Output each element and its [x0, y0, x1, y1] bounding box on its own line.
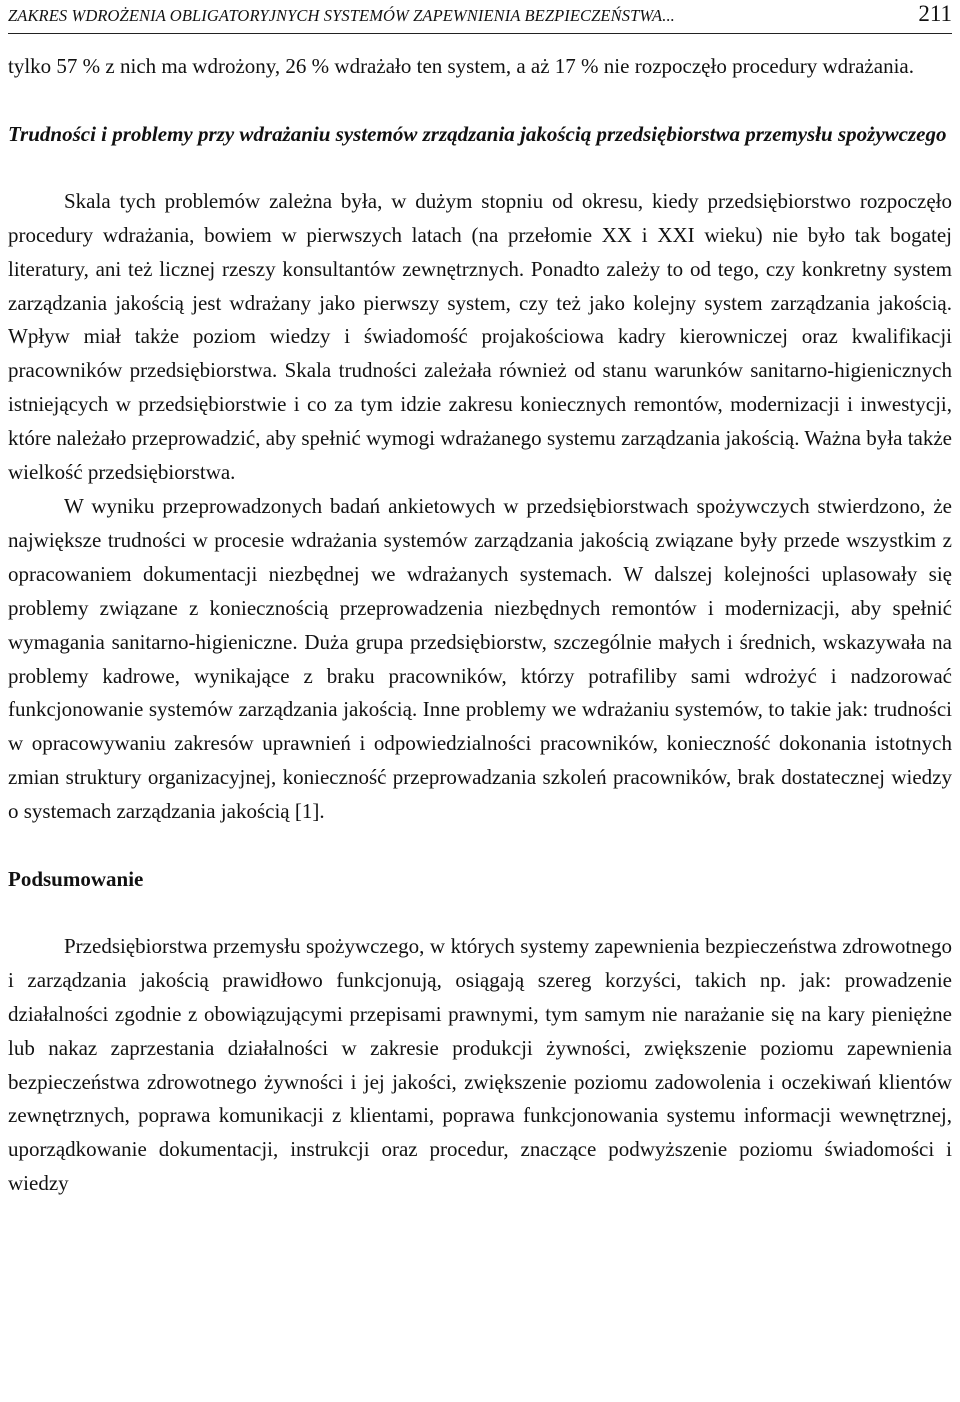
running-header-title: ZAKRES WDROŻENIA OBLIGATORYJNYCH SYSTEMÓW ZAPEWNIENIA BEZPIECZEŃSTWA... [8, 6, 675, 25]
section-title-difficulties: Trudności i problemy przy wdrażaniu systemów zrządzania jakością przedsiębiorstwa przemysłu spożywczego [8, 121, 947, 146]
paragraph-difficulties-2: W wyniku przeprowadzonych badań ankietowych w przedsiębiorstwach spożywczych stwierdzono, że największe trudności w procesie wdrażania systemów zarządzania jakością związane były przede wszystkim z opracowaniem dokumentacji niezbędnej we wdrażanych systemach. W dalszej kolejności uplasowały się problemy związane z koniecznością przeprowadzenia niezbędnych remontów i modernizacji, aby spełnić wymagania sanitarno-higieniczne. Duża grupa przedsiębiorstw, szczególnie małych i średnich, wskazywała na problemy kadrowe, wynikające z braku pracowników, którzy potrafiliby sami wdrożyć i nadzorować funkcjonowanie systemów zarządzania jakością. Inne problemy we wdrażaniu systemów, to takie jak: trudności w opracowywaniu zakresów uprawnień i odpowiedzialności pracowników, konieczność dokonania istotnych zmian struktury organizacyjnej, konieczność przeprowadzania szkoleń pracowników, brak dostatecznej wiedzy o systemach zarządzania jakością [1]. [8, 493, 952, 824]
body-text [8, 50, 952, 1201]
page-number: 211 [918, 1, 952, 26]
section-title-summary: Podsumowanie [8, 867, 144, 892]
paragraph-difficulties-1: Skala tych problemów zależna była, w dużym stopniu od okresu, kiedy przedsiębiorstwo rozpoczęło procedury wdrażania, bowiem w pierwszych latach (na przełomie XX i XXI wieku) nie było tak bogatej literatury, ani też licznej rzeszy konsultantów zewnętrznych. Ponadto zależy to od tego, czy konkretny system zarządzania jakością jest wdrażany jako pierwszy system, czy też jako kolejny system zarządzania jakością. Wpływ miał także poziom wiedzy i świadomość projakościowa kadry kierowniczej oraz kwalifikacji pracowników przedsiębiorstwa. Skala trudności zależała również od stanu warunków sanitarno-higienicznych istniejących w przedsiębiorstwie i co za tym idzie zakresu koniecznych remontów, modernizacji i inwestycji, które należało przeprowadzić, aby spełnić wymogi wdrażanego systemu zarządzania jakością. Ważna była także wielkość przedsiębiorstwa. [8, 188, 952, 485]
intro-paragraph: tylko 57 % z nich ma wdrożony, 26 % wdrażało ten system, a aż 17 % nie rozpoczęło procedury wdrażania. [8, 54, 914, 78]
paragraph-summary: Przedsiębiorstwa przemysłu spożywczego, w których systemy zapewnienia bezpieczeństwa zdrowotnego i zarządzania jakością prawidłowo funkcjonują, osiągają szereg korzyści, takich np. jak: prowadzenie działalności zgodnie z obowiązującymi przepisami prawnymi, tym samym nie narażanie się na kary pieniężne lub nakaz zaprzestania działalności w zakresie produkcji żywności, zwiększenie poziomu zapewnienia bezpieczeństwa zdrowotnego żywności i jej jakości, zwiększenie poziomu zadowolenia i oczekiwań klientów zewnętrznych, poprawa komunikacji z klientami, poprawa funkcjonowania systemu informacji wewnętrznej, uporządkowanie dokumentacji, instrukcji oraz procedur, znaczące podwyższenie poziomu świadomości i wiedzy [8, 933, 952, 1196]
running-header [8, 0, 952, 34]
